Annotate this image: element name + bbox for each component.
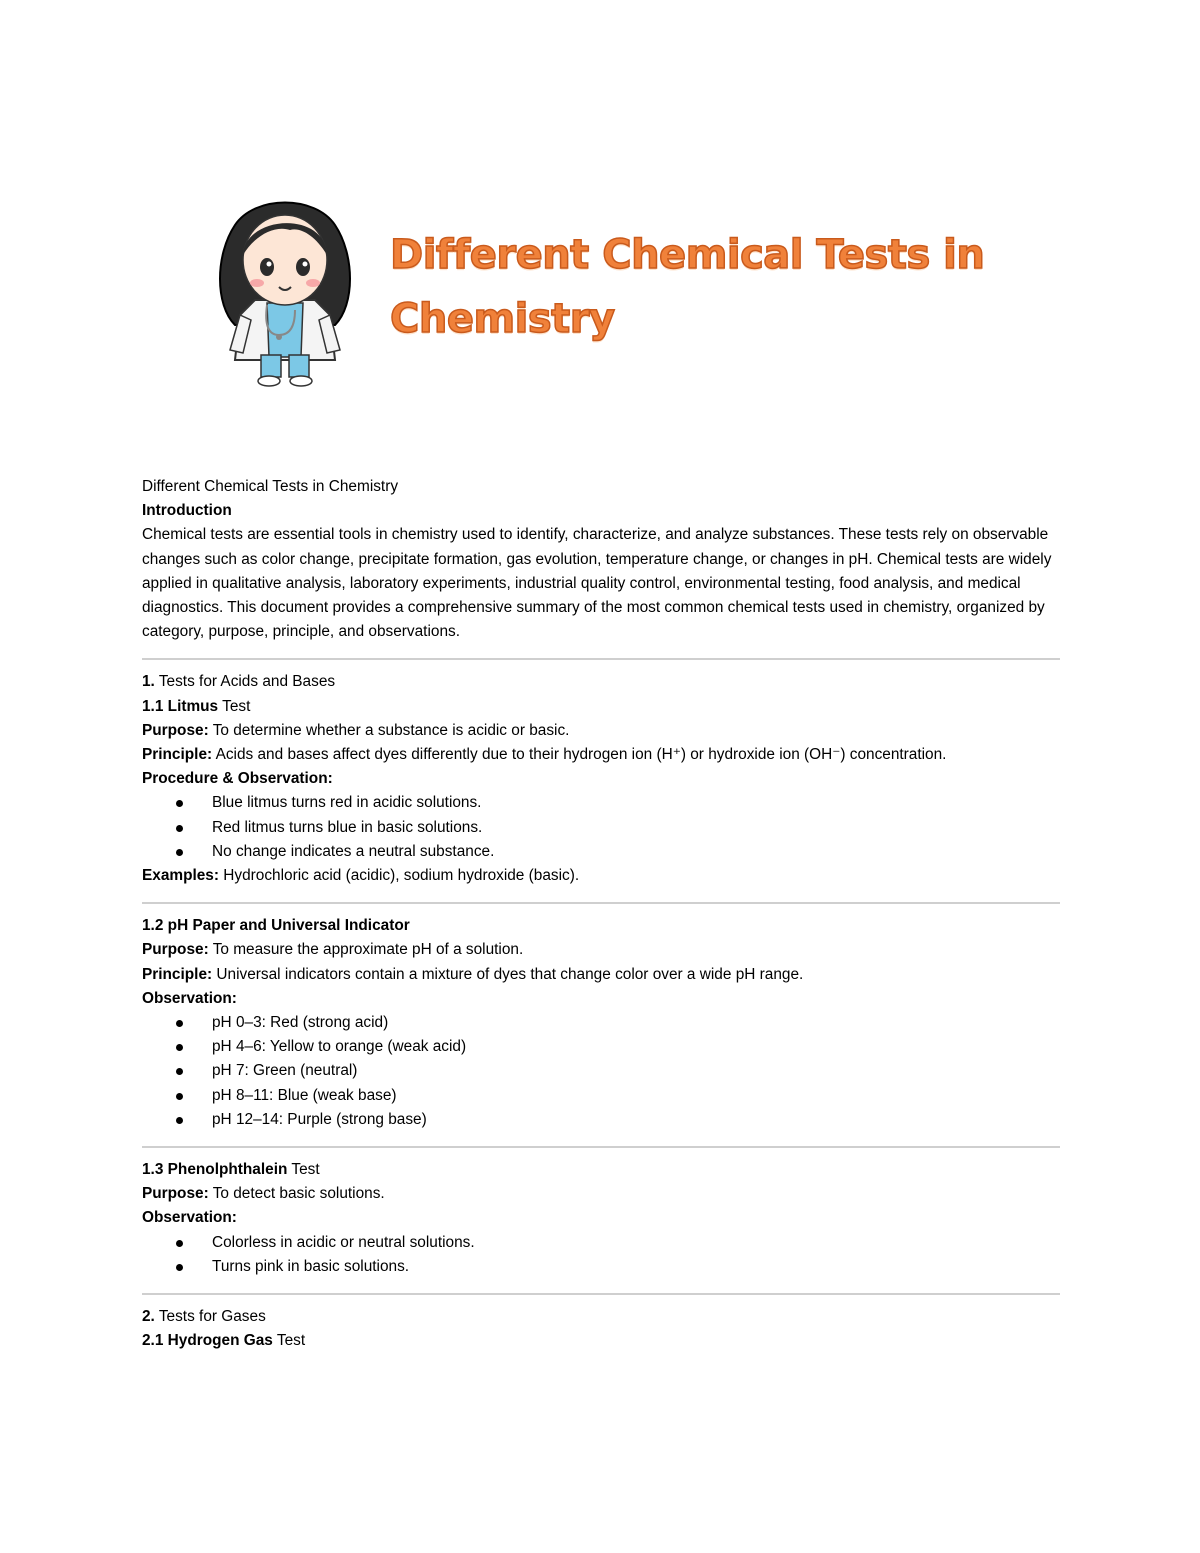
intro-paragraph: Chemical tests are essential tools in chemistry used to identify, characterize, and analyze substances. These tests rely on observable changes such as color change, precipitate formation, gas evolution, temperature change, or changes in pH. Chemical tests are widely applied in qualitative analysis, laboratory experiments, industrial quality control, environmental testing, food analysis, and medical diagnostics. This document provides a comprehensive summary of the most common chemical tests used in chemistry, organized by category, purpose, principle, and observations. xyxy=(142,526,1052,641)
list-item: No change indicates a neutral substance. xyxy=(142,840,1060,864)
list-item: Turns pink in basic solutions. xyxy=(142,1255,1060,1279)
litmus-principle: Principle: Acids and bases affect dyes differently due to their hydrogen ion (H⁺) or hydroxide ion (OH⁻) concentration. xyxy=(142,746,947,764)
list-item: Blue litmus turns red in acidic solutions. xyxy=(142,791,1060,815)
intro-heading: Introduction xyxy=(142,502,232,520)
list-item: pH 4–6: Yellow to orange (weak acid) xyxy=(142,1035,1060,1059)
phenolphthalein-observation-label: Observation: xyxy=(142,1209,237,1227)
chemist-mascot-illustration xyxy=(205,185,365,390)
section-2-1-heading: 2.1 Hydrogen Gas Test xyxy=(142,1332,306,1350)
phenolphthalein-purpose: Purpose: To detect basic solutions. xyxy=(142,1185,385,1203)
litmus-observation-list xyxy=(142,791,1060,864)
list-item: pH 12–14: Purple (strong base) xyxy=(142,1108,1060,1132)
document-title: Different Chemical Tests in Chemistry xyxy=(142,478,399,495)
list-item: pH 8–11: Blue (weak base) xyxy=(142,1084,1060,1108)
ph-principle: Principle: Universal indicators contain a mixture of dyes that change color over a wide pH range. xyxy=(142,965,804,983)
ph-purpose: Purpose: To measure the approximate pH of a solution. xyxy=(142,941,524,959)
section-2-heading: 2. Tests for Gases xyxy=(142,1308,266,1326)
list-item: Colorless in acidic or neutral solutions. xyxy=(142,1231,1060,1255)
litmus-procedure-label: Procedure & Observation: xyxy=(142,770,333,788)
list-item: pH 7: Green (neutral) xyxy=(142,1059,1060,1083)
title-banner xyxy=(205,185,1005,395)
ph-observation-label: Observation: xyxy=(142,989,237,1007)
section-1-1-heading: 1.1 Litmus Test xyxy=(142,697,251,715)
banner-title: Different Chemical Tests in Chemistry xyxy=(390,232,985,342)
document-body xyxy=(142,475,1060,1354)
section-divider xyxy=(142,902,1060,904)
section-divider xyxy=(142,658,1060,660)
litmus-purpose: Purpose: To determine whether a substance is acidic or basic. xyxy=(142,721,570,739)
section-1-2-heading: 1.2 pH Paper and Universal Indicator xyxy=(142,917,410,935)
list-item: Red litmus turns blue in basic solutions. xyxy=(142,816,1060,840)
section-divider xyxy=(142,1293,1060,1295)
section-divider xyxy=(142,1146,1060,1148)
phenolphthalein-observation-list xyxy=(142,1231,1060,1279)
section-1-heading: 1. Tests for Acids and Bases xyxy=(142,673,336,691)
ph-observation-list xyxy=(142,1011,1060,1132)
section-1-3-heading: 1.3 Phenolphthalein Test xyxy=(142,1161,320,1179)
litmus-examples: Examples: Hydrochloric acid (acidic), sodium hydroxide (basic). xyxy=(142,867,580,885)
list-item: pH 0–3: Red (strong acid) xyxy=(142,1011,1060,1035)
